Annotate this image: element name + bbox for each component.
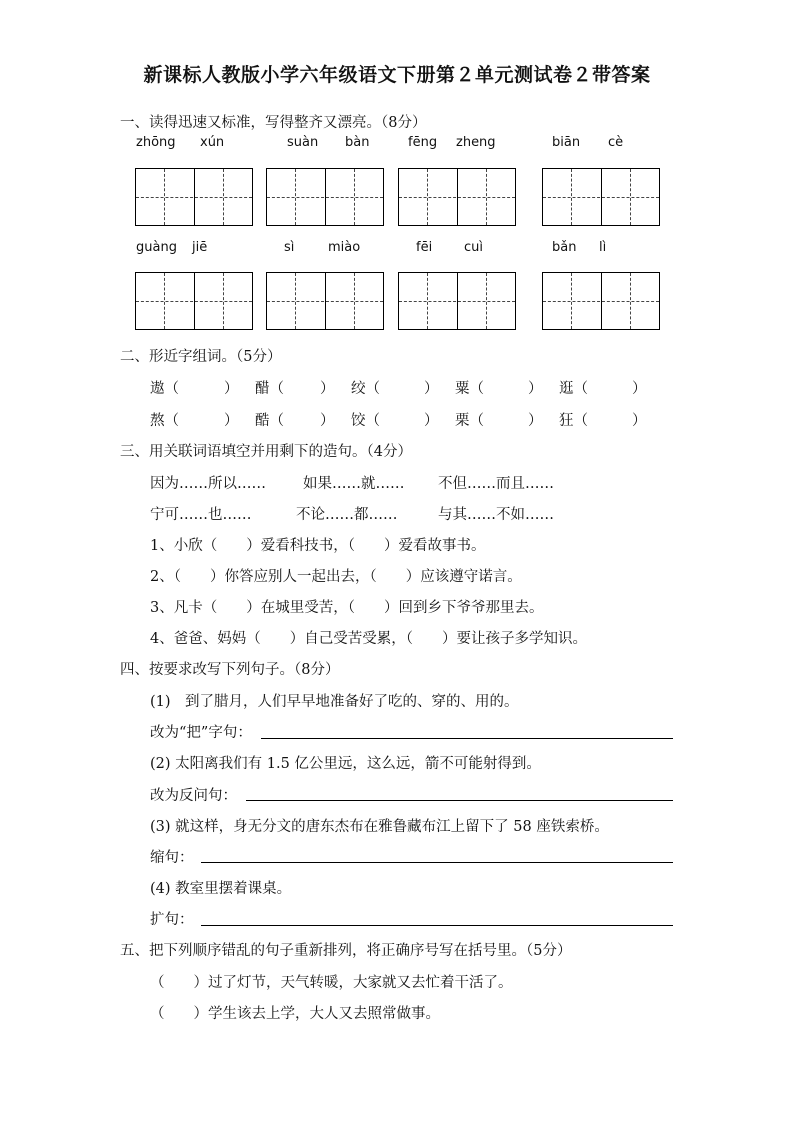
char-item: ） bbox=[424, 413, 439, 429]
char-item: 饺（ bbox=[351, 413, 380, 429]
sentence-item: (4) 教室里摆着课桌。 bbox=[150, 881, 292, 897]
char-item: ） bbox=[224, 381, 239, 397]
answer-prompt: 改为“把”字句： bbox=[150, 725, 252, 741]
char-item: ） bbox=[528, 413, 543, 429]
section2-heading: 二、形近字组词。（5分） bbox=[120, 349, 282, 365]
answer-prompt: 缩句： bbox=[150, 850, 194, 866]
char-item: ） bbox=[320, 381, 335, 397]
conjunction-pair: 宁可……也…… bbox=[150, 507, 252, 523]
char-item: 狂（ bbox=[559, 413, 588, 429]
sentence-item: (1) 到了腊月，人们早早地准备好了吃的、穿的、用的。 bbox=[150, 694, 519, 710]
writing-grid[interactable] bbox=[542, 272, 660, 330]
answer-line[interactable] bbox=[261, 738, 673, 739]
char-item: 酷（ bbox=[255, 413, 284, 429]
pinyin: miào bbox=[328, 240, 361, 255]
char-item: 逛（ bbox=[559, 381, 588, 397]
writing-grid[interactable] bbox=[398, 272, 516, 330]
section3-heading: 三、用关联词语填空并用剩下的造句。（4分） bbox=[120, 444, 412, 460]
writing-grid[interactable] bbox=[266, 272, 384, 330]
pinyin: lì bbox=[599, 240, 607, 255]
answer-line[interactable] bbox=[201, 925, 673, 926]
conjunction-pair: 不但……而且…… bbox=[438, 476, 554, 492]
pinyin: xún bbox=[200, 135, 225, 150]
section5-heading: 五、把下列顺序错乱的句子重新排列，将正确序号写在括号里。（5分） bbox=[120, 943, 572, 959]
char-item: ） bbox=[528, 381, 543, 397]
ordering-item: （ ）学生该去上学，大人又去照常做事。 bbox=[150, 1006, 440, 1022]
writing-grid[interactable] bbox=[266, 168, 384, 226]
pinyin: zhōng bbox=[136, 135, 176, 150]
writing-grid[interactable] bbox=[135, 168, 253, 226]
pinyin: guàng bbox=[136, 240, 177, 255]
char-item: ） bbox=[224, 413, 239, 429]
question-item: 1、小欣（ ）爱看科技书，（ ）爱看故事书。 bbox=[150, 538, 486, 554]
char-item: ） bbox=[632, 381, 647, 397]
char-item: 粟（ bbox=[455, 381, 484, 397]
writing-grid[interactable] bbox=[398, 168, 516, 226]
answer-prompt: 扩句： bbox=[150, 912, 194, 928]
pinyin: biān bbox=[552, 135, 581, 150]
answer-line[interactable] bbox=[201, 862, 673, 863]
page-title: 新课标人教版小学六年级语文下册第２单元测试卷２带答案 bbox=[143, 64, 651, 86]
char-item: 绞（ bbox=[351, 381, 380, 397]
pinyin: zheng bbox=[456, 135, 496, 150]
pinyin: bàn bbox=[345, 135, 370, 150]
char-item: 栗（ bbox=[455, 413, 484, 429]
char-item: 遨（ bbox=[150, 381, 179, 397]
section4-heading: 四、按要求改写下列句子。（8分） bbox=[120, 662, 340, 678]
char-item: ） bbox=[424, 381, 439, 397]
sentence-item: (2) 太阳离我们有 1.5 亿公里远，这么远，箭不可能射得到。 bbox=[150, 756, 541, 772]
ordering-item: （ ）过了灯节，天气转暖，大家就又去忙着干活了。 bbox=[150, 975, 513, 991]
pinyin: fēi bbox=[416, 240, 433, 255]
section1-heading: 一、读得迅速又标准，写得整齐又漂亮。（8分） bbox=[120, 115, 427, 131]
answer-prompt: 改为反问句： bbox=[150, 788, 237, 804]
pinyin: suàn bbox=[287, 135, 319, 150]
char-item: 醋（ bbox=[255, 381, 284, 397]
question-item: 4、爸爸、妈妈（ ）自己受苦受累，（ ）要让孩子多学知识。 bbox=[150, 631, 587, 647]
pinyin: sì bbox=[284, 240, 295, 255]
conjunction-pair: 如果……就…… bbox=[303, 476, 405, 492]
question-item: 2、（ ）你答应别人一起出去，（ ）应该遵守诺言。 bbox=[150, 569, 522, 585]
pinyin: jiē bbox=[192, 240, 208, 255]
pinyin: cuì bbox=[464, 240, 483, 255]
sentence-item: (3) 就这样，身无分文的唐东杰布在雅鲁藏布江上留下了 58 座铁索桥。 bbox=[150, 819, 609, 835]
char-item: 熬（ bbox=[150, 413, 179, 429]
conjunction-pair: 不论……都…… bbox=[296, 507, 398, 523]
char-item: ） bbox=[632, 413, 647, 429]
pinyin: bǎn bbox=[552, 240, 577, 255]
pinyin: fēng bbox=[408, 135, 438, 150]
answer-line[interactable] bbox=[246, 800, 673, 801]
char-item: ） bbox=[320, 413, 335, 429]
writing-grid[interactable] bbox=[542, 168, 660, 226]
writing-grid[interactable] bbox=[135, 272, 253, 330]
conjunction-pair: 与其……不如…… bbox=[438, 507, 554, 523]
pinyin: cè bbox=[608, 135, 624, 150]
conjunction-pair: 因为……所以…… bbox=[150, 476, 266, 492]
question-item: 3、凡卡（ ）在城里受苦，（ ）回到乡下爷爷那里去。 bbox=[150, 600, 544, 616]
